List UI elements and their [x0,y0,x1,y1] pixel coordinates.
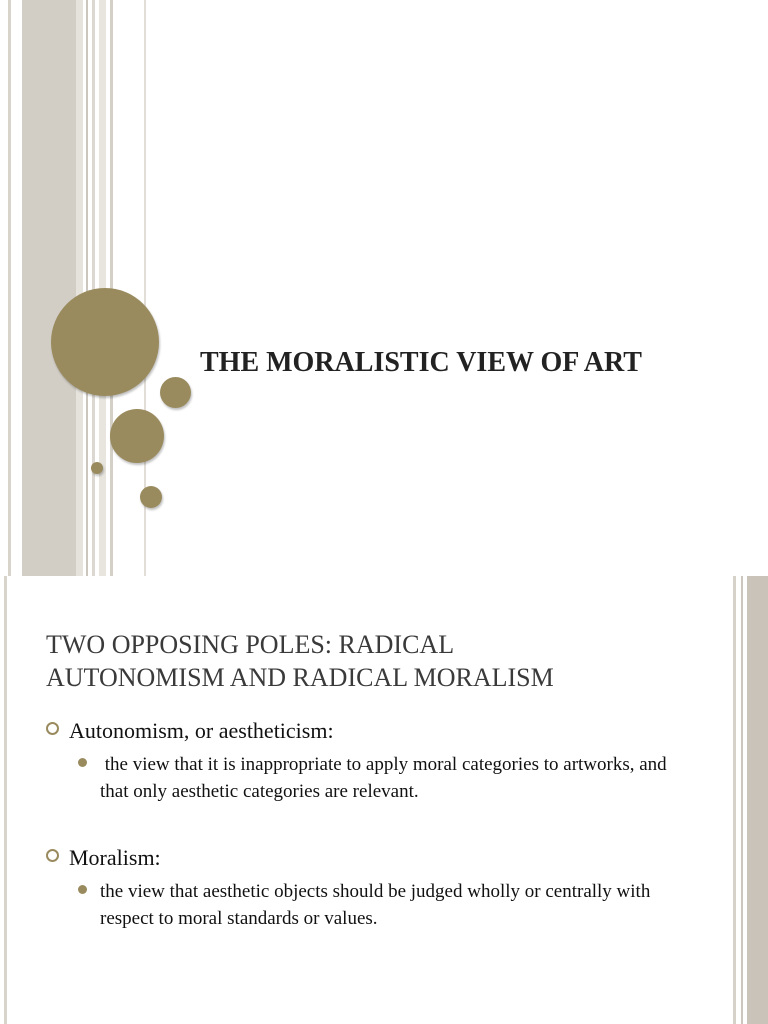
decorative-circle-large [51,288,159,396]
slide-heading [46,628,686,694]
decorative-stripe [86,0,88,576]
filled-circle-bullet-icon [78,885,87,894]
sub-bullet-item [78,751,678,805]
decorative-band-edge [8,0,11,576]
decorative-circle-medium [110,409,164,463]
sub-bullet-item [78,878,678,932]
decorative-band-edge [4,576,7,1024]
decorative-circle-tiny [91,462,103,474]
bullet-item-moralism [46,844,706,872]
slide-heading-line: TWO OPPOSING POLES: RADICAL [46,630,455,659]
decorative-stripe [76,0,83,576]
decorative-stripe [741,576,743,1024]
bullet-item-autonomism [46,717,706,745]
slide-heading-line: AUTONOMISM AND RADICAL MORALISM [46,663,554,692]
hollow-circle-bullet-icon [46,849,59,862]
bullet-label: Moralism: [69,845,161,870]
sub-bullet-text: the view that aesthetic objects should be judged wholly or centrally with respect to moral standards or values. [100,881,651,929]
decorative-band [22,0,76,576]
slide-title: THE MORALISTIC VIEW OF ART [200,347,642,378]
content-slide [0,576,768,1024]
decorative-band [747,576,768,1024]
bullet-label: Autonomism, or aestheticism: [69,718,334,743]
filled-circle-bullet-icon [78,758,87,767]
decorative-stripe [733,576,736,1024]
decorative-circle-small [160,377,191,408]
hollow-circle-bullet-icon [46,722,59,735]
decorative-circle-small [140,486,162,508]
sub-bullet-text: the view that it is inappropriate to apply moral categories to artworks, and that only aesthetic categories are relevant. [100,754,672,802]
